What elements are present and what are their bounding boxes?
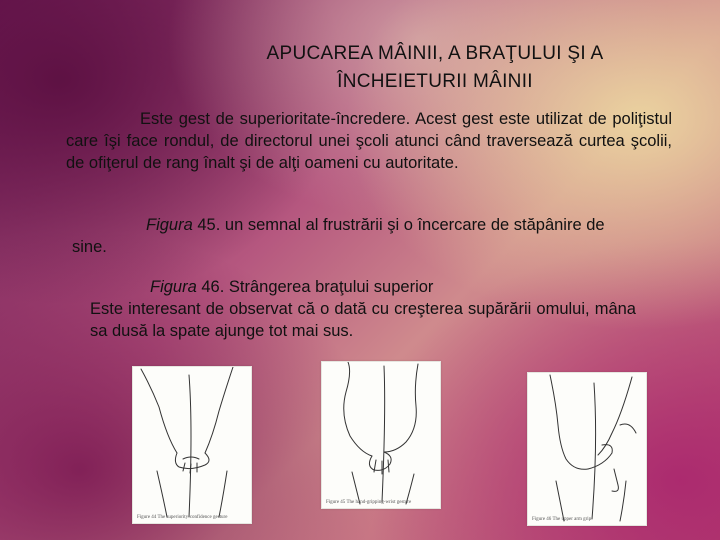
figure-45-label: Figura [146, 216, 193, 234]
figure-45-caption [72, 214, 632, 258]
figure-46-body: Este interesant de observat că o dată cu creşterea supărării omului, mâna sa dusă la spate ajunge tot mai sus. [90, 300, 636, 340]
figure-45-text: 45. un semnal al frustrării şi o încercare de stăpânire de sine. [72, 216, 605, 256]
intro-paragraph: Este gest de superioritate-încredere. Acest gest este utilizat de poliţistul care îşi face rondul, de directorul unei şcoli atunci când traversează curtea şcolii, de ofiţerul de rang înalt şi de alţi oameni cu autoritate. [66, 110, 672, 172]
illustration-hand-gripping-hand [132, 366, 252, 524]
figure-46-label: Figura [150, 278, 197, 296]
figure-46-caption [90, 276, 636, 298]
slide-title: APUCAREA MÂINII, A BRAŢULUI ŞI A ÎNCHEIETURII MÂINII [266, 43, 604, 92]
figure-46-text: 46. Strângerea braţului superior [196, 278, 434, 296]
illustration-hand-gripping-wrist [321, 361, 441, 509]
illustration-caption-3: Figure 46 The upper arm grip [532, 517, 592, 522]
back-view-drawing-1 [133, 367, 251, 523]
back-view-drawing-2 [322, 362, 440, 508]
figure-46-block [90, 276, 636, 342]
illustration-upper-arm-grip [527, 372, 647, 526]
illustration-caption-2: Figure 45 The hand-gripping-wrist gesture [326, 500, 412, 505]
illustration-caption-1: Figure 44 The superiority-confidence gesture [137, 515, 228, 520]
back-view-drawing-3 [528, 373, 646, 525]
